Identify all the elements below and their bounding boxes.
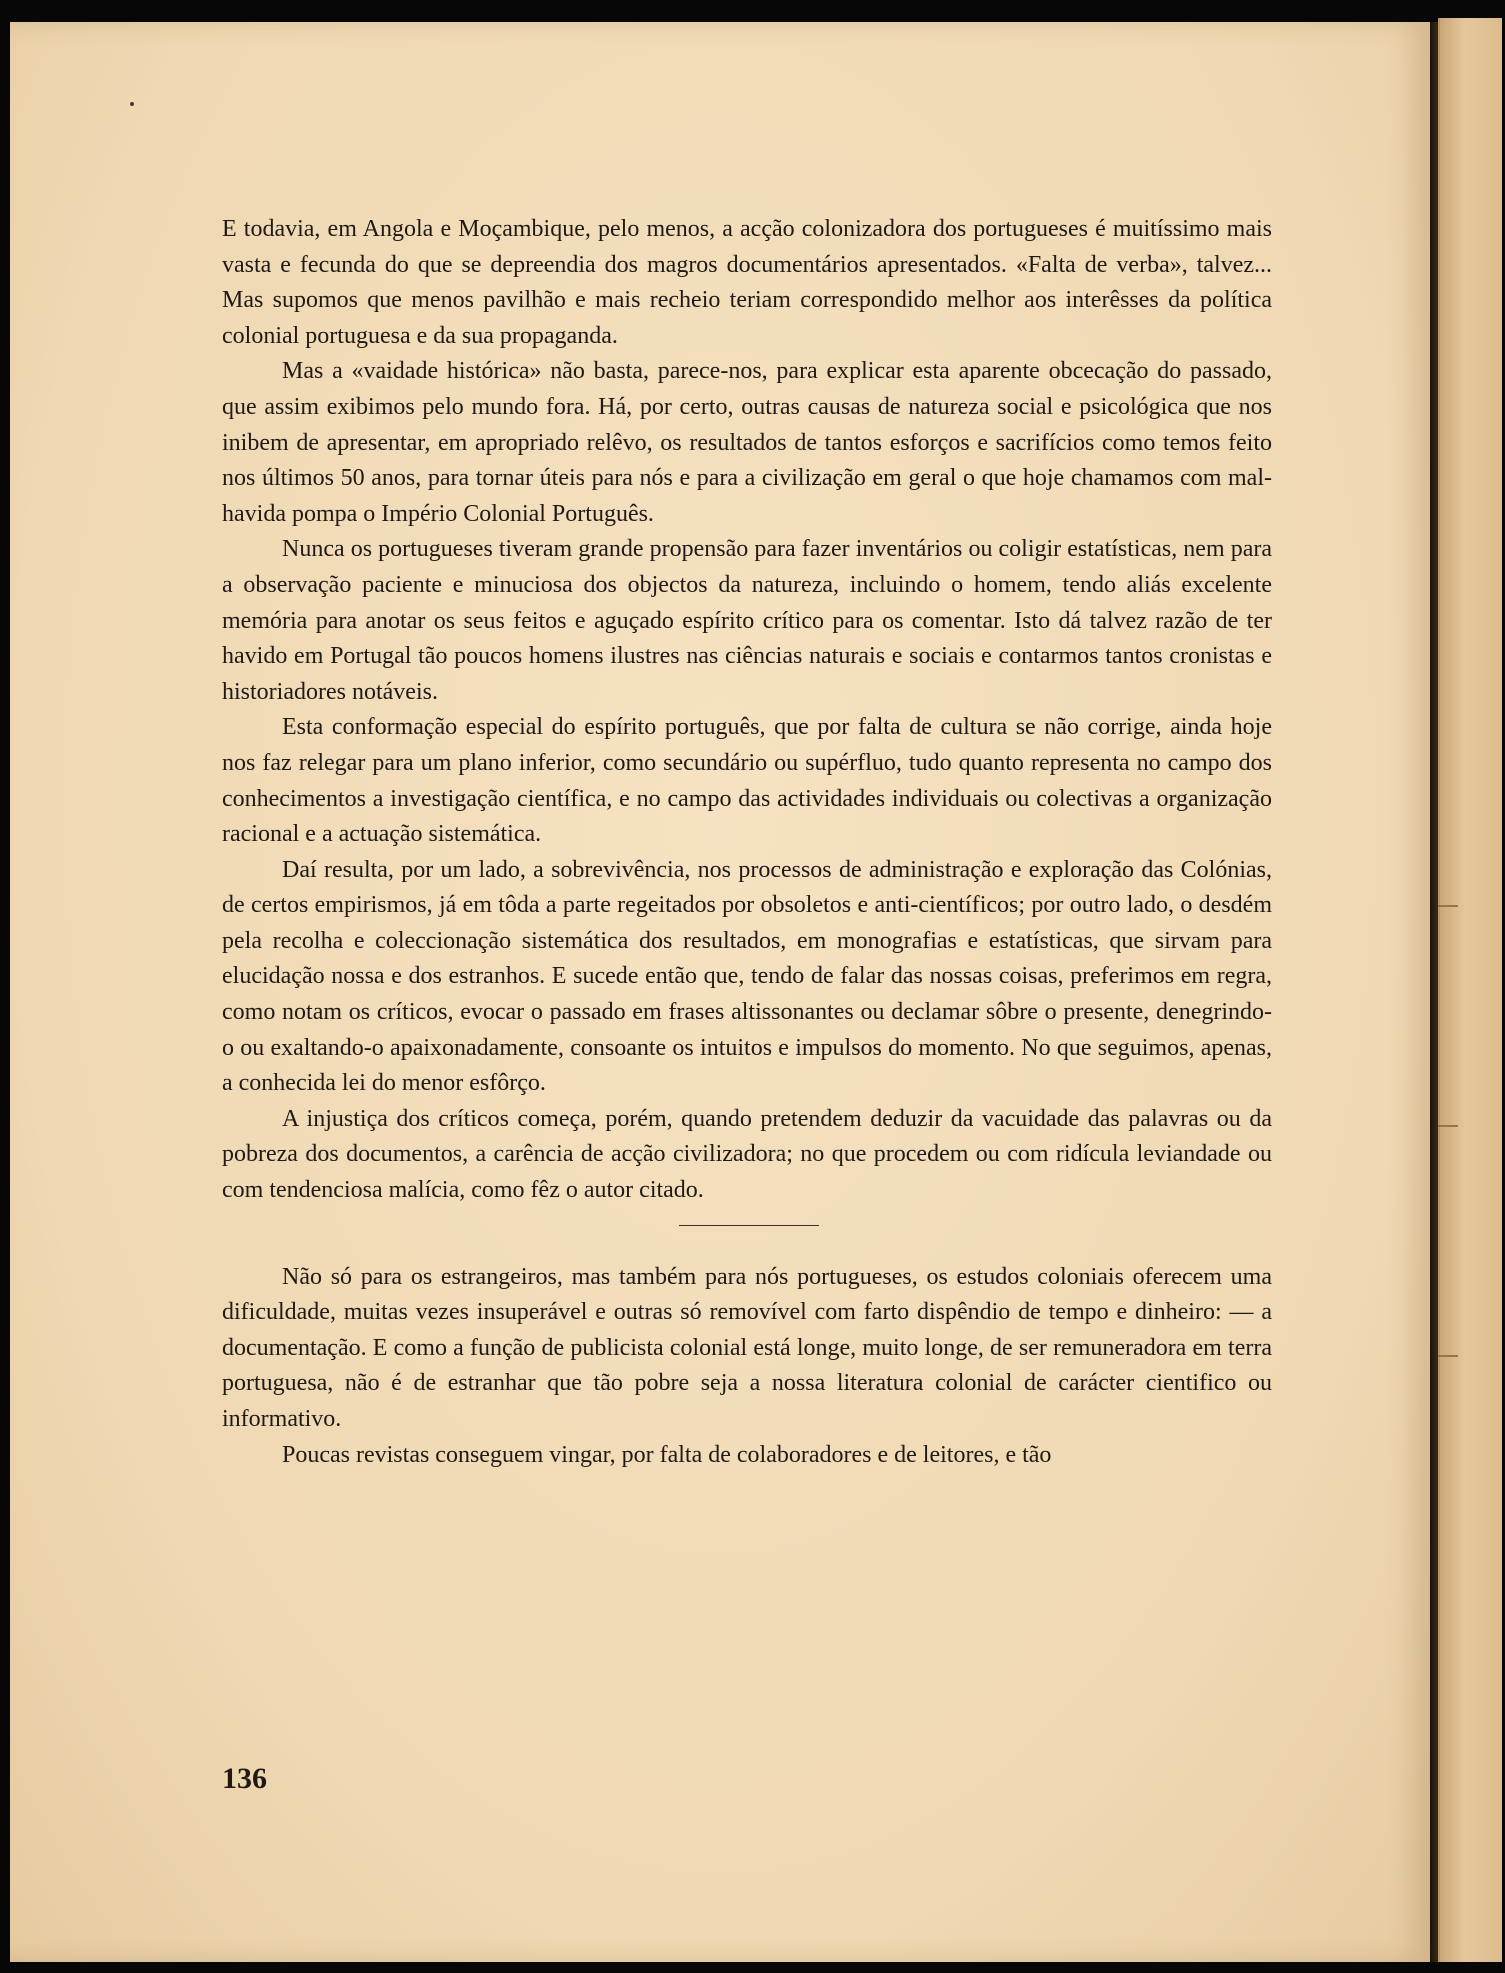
paragraph: E todavia, em Angola e Moçambique, pelo menos, a acção colonizadora dos portugueses é muitíssimo mais vasta e fecunda do que se depreendia dos magros documentários apresentados. «Falta de verba», talvez... Mas supomos que menos pavilhão e mais recheio teriam correspondido melhor aos interêsses da política colonial portuguesa e da sua propaganda. [222,216,1272,349]
paragraph: Daí resulta, por um lado, a sobrevivência, nos processos de administração e exploração das Colónias, de certos empirismos, já em tôda a parte regeitados por obsoletos e anti-científicos; por outro lado, o desdém pela recolha e coleccionação sistemática dos resultados, em monografias e estatísticas, que sirvam para elucidação nossa e dos estranhos. E sucede então que, tendo de falar das nossas coisas, preferimos em regra, como notam os críticos, evocar o passado em frases altissonantes ou declamar sôbre o presente, denegrindo-o ou exaltando-o apaixonadamente, consoante os intuitos e impulsos do momento. No que seguimos, apenas, a conhecida lei do menor esfôrço. [222,856,1272,1097]
facing-page-mark [1438,1355,1458,1357]
paragraph: Esta conformação especial do espírito português, que por falta de cultura se não corrige, ainda hoje nos faz relegar para um plano inferior, como secundário ou supérfluo, tudo quanto representa no campo dos conhecimentos a investigação científica, e no campo das actividades individuais ou colectivas a organização racional e a actuação sistemática. [222,714,1272,848]
paragraph: Poucas revistas conseguem vingar, por falta de colaboradores e de leitores, e tão [282,1441,1052,1468]
facing-page-mark [1438,1125,1458,1127]
book-gutter [1430,22,1438,1962]
facing-page-mark [1438,905,1458,907]
paragraph: Mas a «vaidade histórica» não basta, parece-nos, para explicar esta aparente obcecação do passado, que assim exibimos pelo mundo fora. Há, por certo, outras causas de natureza social e psicológica que nos inibem de apresentar, em apropriado relêvo, os resultados de tantos esforços e sacrifícios como temos feito nos últimos 50 anos, para tornar úteis para nós e para a civilização em geral o que hoje chamamos com mal-havida pompa o Império Colonial Português. [222,358,1272,527]
paragraph: Não só para os estrangeiros, mas também para nós portugueses, os estudos coloniais oferecem uma dificuldade, muitas vezes insuperável e outras só removível com farto dispêndio de tempo e dinheiro: — a documentação. E como a função de publicista colonial está longe, muito longe, de ser remuneradora em terra portuguesa, não é de estranhar que tão pobre seja a nossa literatura colonial de carácter cientifico ou informativo. [222,1263,1272,1432]
paper-speck [130,102,134,106]
facing-page-edge [1438,18,1502,1962]
paragraph: Nunca os portugueses tiveram grande propensão para fazer inventários ou coligir estatísticas, nem para a observação paciente e minuciosa dos objectos da natureza, incluindo o homem, tendo aliás excelente memória para anotar os seus feitos e aguçado espírito crítico para os comentar. Isto dá talvez razão de ter havido em Portugal tão poucos homens ilustres nas ciências naturais e sociais e contarmos tantos cronistas e historiadores notáveis. [222,536,1272,705]
body-text [222,212,1272,1473]
paragraph: A injustiça dos críticos começa, porém, quando pretendem deduzir da vacuidade das palavras ou da pobreza dos documentos, a carência de acção civilizadora; no que procedem ou com ridícula leviandade ou com tendenciosa malícia, como fêz o autor citado. [222,1105,1272,1204]
page-number: 136 [222,1762,267,1795]
section-divider [679,1225,819,1226]
